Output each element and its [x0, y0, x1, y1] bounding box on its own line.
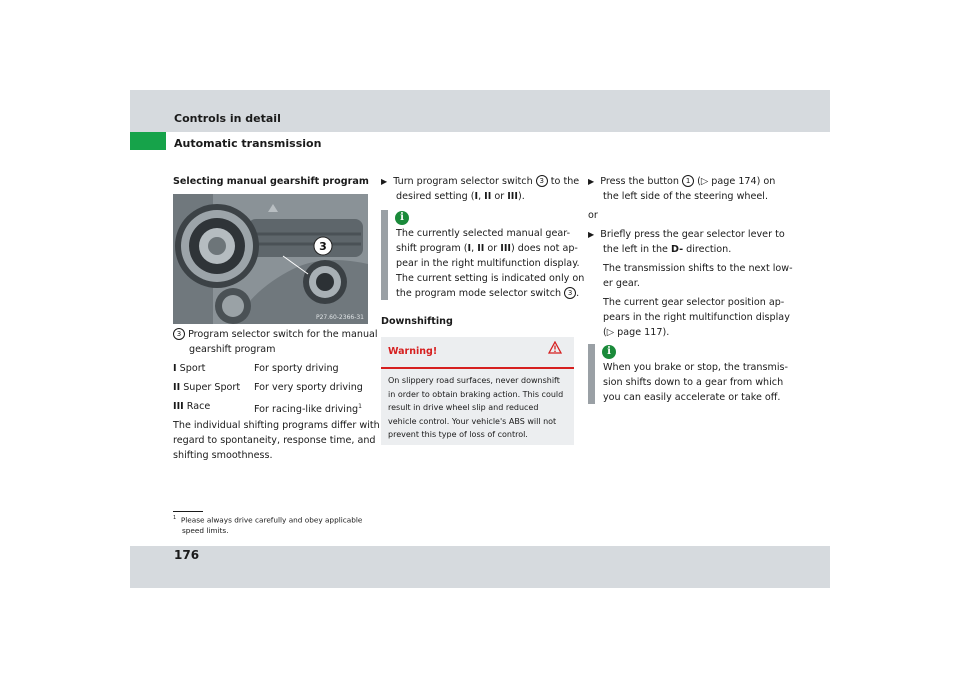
- program-desc-2: For very sporty driving: [254, 382, 363, 393]
- callout-3-icon: 3: [536, 175, 548, 187]
- photo-code: P27.60-2366-31: [315, 314, 364, 321]
- info-brake-3: you can easily accelerate or take off.: [603, 392, 781, 403]
- section-heading-manual: Selecting manual gearshift program: [173, 176, 369, 187]
- info-line-2: shift program (I, II or III) does not ap-: [396, 243, 578, 254]
- warning-triangle-icon: [548, 341, 562, 354]
- warning-title: Warning!: [388, 346, 438, 357]
- header-band: [130, 90, 830, 132]
- position-text-1: The current gear selector position ap-: [603, 297, 785, 308]
- footer-band: [130, 546, 830, 588]
- footnote-cont: speed limits.: [182, 526, 229, 535]
- programs-paragraph-3: shifting smoothness.: [173, 450, 273, 461]
- step-press-button: ▶ Press the button 1 (▷ page 174) on: [588, 176, 776, 187]
- bullet-arrow-icon: ▶: [588, 230, 595, 239]
- step-press-lever-cont: the left in the D- direction.: [603, 244, 732, 255]
- programs-paragraph-1: The individual shifting programs differ with: [173, 420, 380, 431]
- callout-3-icon: 3: [564, 287, 576, 299]
- section-marker: [130, 132, 166, 150]
- page-title: Controls in detail: [174, 112, 281, 125]
- position-text-2: pears in the right multifunction display: [603, 312, 790, 323]
- bullet-arrow-icon: ▶: [381, 177, 388, 186]
- step-turn-selector-cont: desired setting (I, II or III).: [396, 191, 525, 202]
- info-bar: [588, 344, 595, 404]
- selector-switch-photo: [173, 194, 368, 324]
- step-press-lever: ▶ Briefly press the gear selector lever to: [588, 229, 785, 240]
- shift-text-1: The transmission shifts to the next low-: [603, 263, 793, 274]
- program-row-2: II Super Sport: [173, 382, 241, 393]
- section-subtitle: Automatic transmission: [174, 137, 322, 150]
- step-turn-selector: ▶ Turn program selector switch 3 to the: [381, 176, 580, 187]
- page-number: 176: [174, 548, 200, 562]
- footnote-divider: [173, 511, 203, 512]
- shift-text-2: er gear.: [603, 278, 640, 289]
- info-icon: i: [602, 345, 616, 359]
- info-line-1: The currently selected manual gear-: [396, 228, 571, 239]
- footnote-ref: 1: [358, 403, 362, 410]
- callout-1-icon: 1: [682, 175, 694, 187]
- legend-item-3-cont: gearshift program: [189, 344, 276, 355]
- program-desc-3: For racing-like driving$^1$: [254, 403, 362, 416]
- programs-paragraph-2: regard to spontaneity, response time, and: [173, 435, 376, 446]
- program-row-3: III Race: [173, 401, 211, 412]
- position-text-3: (▷ page 117).: [603, 327, 670, 338]
- step-press-button-cont: the left side of the steering wheel.: [603, 191, 769, 202]
- callout-3-icon: 3: [173, 328, 185, 340]
- info-icon: i: [395, 211, 409, 225]
- dashboard-illustration: [173, 194, 368, 324]
- warning-text: On slippery road surfaces, never downshift in order to obtain braking action. This could result in drive wheel slip and reduced vehicle control. Your vehicle's ABS will not prevent this type of loss of control.: [388, 376, 564, 440]
- photo-callout-3: 3: [319, 240, 327, 253]
- downshifting-heading: Downshifting: [381, 316, 453, 327]
- bullet-arrow-icon: ▶: [588, 177, 595, 186]
- info-line-3: pear in the right multifunction display.: [396, 258, 580, 269]
- info-line-5: the program mode selector switch 3 .: [396, 288, 580, 299]
- footnote: $^1$ Please always drive carefully and obey applicable: [173, 515, 363, 525]
- program-desc-1: For sporty driving: [254, 363, 339, 374]
- program-row-1: I Sport: [173, 363, 206, 374]
- info-line-4: The current setting is indicated only on: [396, 273, 585, 284]
- warning-divider: [381, 367, 574, 369]
- info-brake-2: sion shifts down to a gear from which: [603, 377, 784, 388]
- info-bar: [381, 210, 388, 300]
- legend-item-3: 3 Program selector switch for the manual: [173, 327, 378, 342]
- info-brake-1: When you brake or stop, the transmis-: [603, 362, 788, 373]
- or-text: or: [588, 210, 598, 221]
